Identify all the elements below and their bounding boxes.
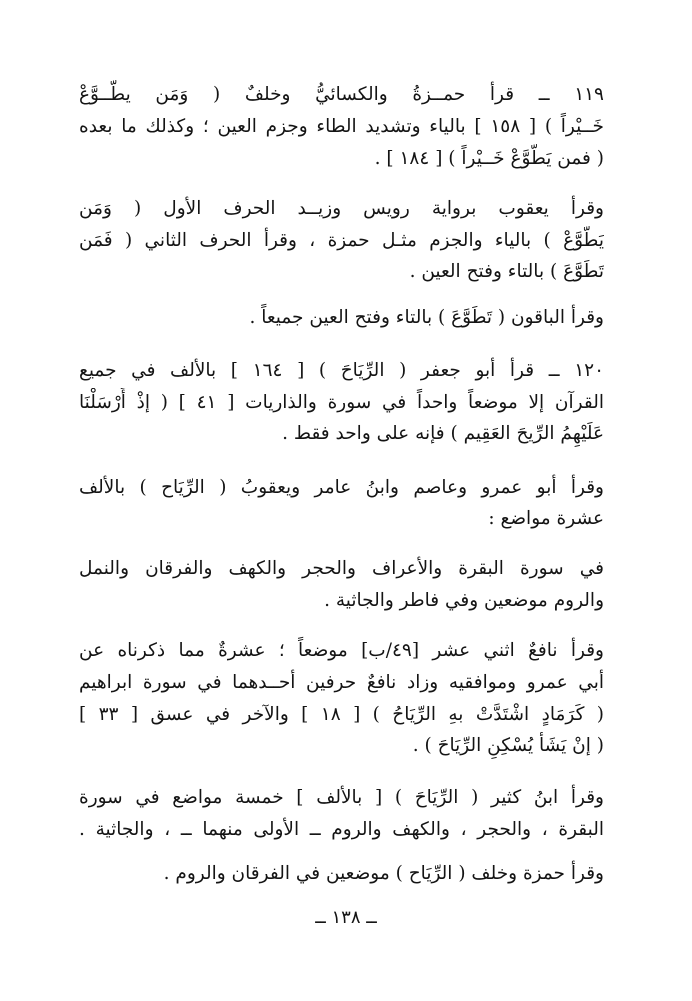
paragraph-line: ( إنْ يَشَأْ يُسْكِنِ الرِّيَاحَ ) . — [412, 735, 604, 756]
paragraph-line: ١٢٠ ــ قرأ أبو جعفر ( الرِّيَاحَ ) [ ١٦٤ ] بالألف في جميع — [79, 360, 604, 381]
paragraph-line: تَطَوَّعَ ) بالتاء وفتح العين . — [409, 261, 604, 282]
paragraph-line: وقرأ الباقون ( تَطَوَّعَ ) بالتاء وفتح العين جميعاً . — [249, 307, 604, 328]
paragraph-line: عشرة مواضع : — [488, 508, 604, 529]
paragraph-line: وقرأ ابنُ كثير ( الرِّيَاحَ ) [ بالألف ] خمسة مواضع في سورة — [79, 787, 604, 808]
paragraph-line: وقرأ حمزة وخلف ( الرِّيَاح ) موضعين في الفرقان والروم . — [163, 863, 604, 884]
paragraph-line: ( كَرَمَادٍ اشْتَدَّتْ بهِ الرِّيَاحُ ) [ ١٨ ] والآخر في عسق [ ٣٣ ] — [79, 704, 604, 725]
paragraph-line: أبي عمرو وموافقيه وزاد نافعٌ حرفين أحــدهما في سورة ابراهيم — [79, 672, 604, 693]
paragraph-line: خَــيْراً ) [ ١٥٨ ] بالياء وتشديد الطاء وجزم العين ؛ وكذلك ما بعده — [79, 116, 604, 137]
paragraph-line: والروم موضعين وفي فاطر والجاثية . — [324, 590, 604, 611]
page-number: ــ ١٣٨ ــ — [315, 907, 377, 928]
paragraph-line: وقرأ أبو عمرو وعاصم وابنُ عامر ويعقوبُ ( الرِّيَاح ) بالألف — [79, 477, 604, 498]
paragraph-line: ١١٩ ــ قرأ حمــزةُ والكسائيُّ وخلفٌ ( وَمَن يطَّــوَّعْ — [79, 84, 604, 105]
paragraph-line: في سورة البقرة والأعراف والحجر والكهف والفرقان والنمل — [79, 558, 604, 579]
paragraph-line: وقرأ نافعٌ اثني عشر [٤٩/ب] موضعاً ؛ عشرةٌ مما ذكرناه عن — [79, 640, 604, 661]
paragraph-line: البقرة ، والحجر ، والكهف والروم ــ الأولى منهما ــ ، والجاثية . — [79, 819, 604, 840]
paragraph-line: عَلَيْهِمُ الرِّيحَ العَقِيم ) فإنه على واحد فقط . — [282, 423, 604, 444]
paragraph-line: ( فمن يَطَّوَّعْ خَــيْراً ) [ ١٨٤ ] . — [374, 148, 604, 169]
paragraph-line: القرآن إلا موضعاً واحداً في سورة والذاريات [ ٤١ ] ( إذْ أَرْسَلْنَا — [79, 392, 604, 413]
paragraph-line: يَطَّوَّعْ ) بالياء والجزم مثـل حمزة ، وقرأ الحرف الثاني ( فَمَن — [79, 230, 604, 251]
paragraph-line: وقرأ يعقوب برواية رويس وزيــد الحرف الأول ( وَمَن — [79, 198, 604, 219]
